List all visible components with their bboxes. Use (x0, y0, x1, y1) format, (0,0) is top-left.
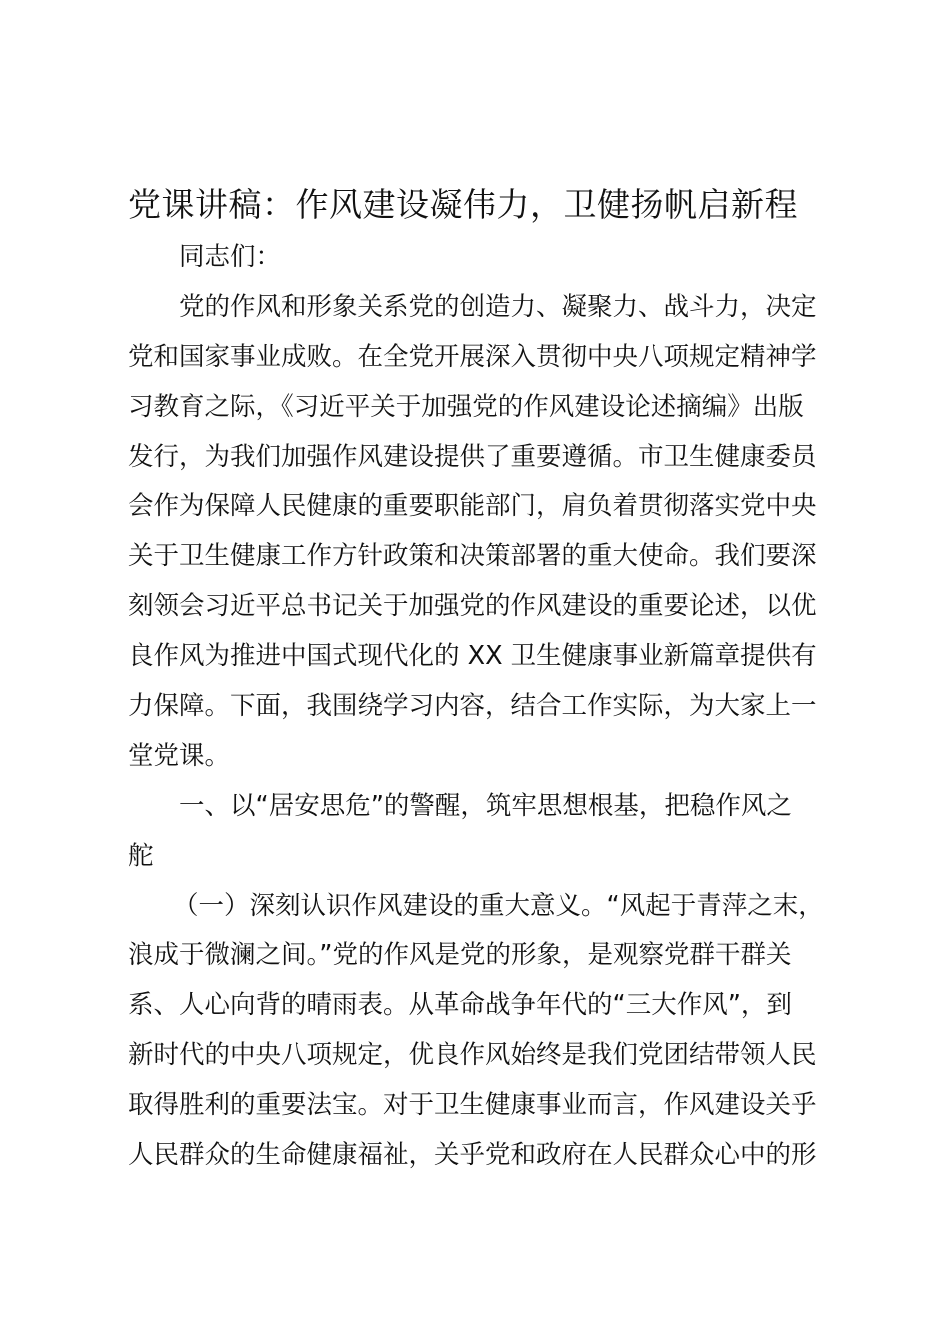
paragraph-line: 力保障。下面，我围绕学习内容，结合工作实际，为大家上一 (128, 691, 817, 722)
salutation: 同志们： (179, 242, 282, 272)
subsection-line: （一）深刻认识作风建设的重大意义。“风起于青萍之末， (173, 890, 824, 921)
paragraph-line: 浪成于微澜之间。”党的作风是党的形象，是观察党群干群关 (128, 940, 792, 971)
paragraph-line: 刻领会习近平总书记关于加强党的作风建设的重要论述，以优 (128, 591, 817, 622)
paragraph-line: 新时代的中央八项规定，优良作风始终是我们党团结带领人民 (128, 1040, 817, 1071)
paragraph-line: 党的作风和形象关系党的创造力、凝聚力、战斗力，决定 (179, 291, 817, 322)
paragraph-line: 会作为保障人民健康的重要职能部门，肩负着贯彻落实党中央 (128, 491, 817, 522)
paragraph-line: 关于卫生健康工作方针政策和决策部署的重大使命。我们要深 (128, 541, 817, 572)
document-title: 党课讲稿：作风建设凝伟力，卫健扬帆启新程 (128, 185, 798, 224)
paragraph-line: 人民群众的生命健康福祉，关乎党和政府在人民群众心中的形 (128, 1140, 817, 1171)
paragraph-line: 系、人心向背的晴雨表。从革命战争年代的“三大作风”，到 (128, 990, 792, 1021)
paragraph-line: 堂党课。 (128, 740, 231, 771)
document-body (128, 233, 868, 1181)
paragraph-line: 取得胜利的重要法宝。对于卫生健康事业而言，作风建设关乎 (128, 1090, 817, 1121)
paragraph-line: 良作风为推进中国式现代化的 XX 卫生健康事业新篇章提供有 (128, 641, 817, 672)
section-heading-continuation: 舵 (128, 840, 154, 871)
paragraph-line: 党和国家事业成败。在全党开展深入贯彻中央八项规定精神学 (128, 341, 817, 372)
paragraph-line: 习教育之际，《习近平关于加强党的作风建设论述摘编》出版 (128, 391, 804, 422)
paragraph-line: 发行，为我们加强作风建设提供了重要遵循。市卫生健康委员 (128, 441, 817, 472)
section-heading: 一、以“居安思危”的警醒，筑牢思想根基，把稳作风之 (179, 790, 792, 821)
